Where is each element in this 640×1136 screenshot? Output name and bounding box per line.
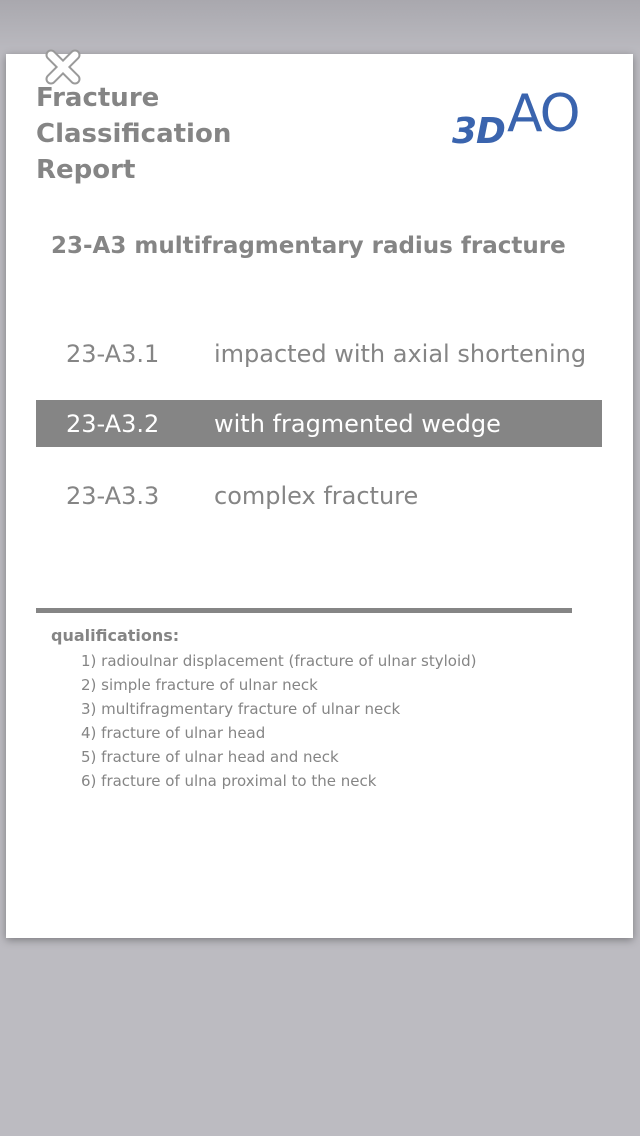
option-23-a3-1[interactable] (36, 330, 602, 377)
report-title (36, 80, 231, 188)
close-icon (41, 45, 85, 89)
qualifications-list (81, 649, 477, 793)
qualification-item: 1) radioulnar displacement (fracture of ulnar styloid) (81, 652, 477, 670)
qualification-item: 6) fracture of ulna proximal to the neck (81, 772, 377, 790)
report-card (6, 54, 633, 938)
option-code: 23-A3.2 (66, 409, 160, 438)
option-description: impacted with axial shortening (214, 339, 587, 368)
top-shade (0, 0, 640, 56)
logo-ao-text: AO (506, 84, 579, 144)
qualification-item: 4) fracture of ulnar head (81, 724, 266, 742)
report-title-line-3: Report (36, 155, 136, 185)
qualifications-title: qualifications: (51, 626, 180, 645)
option-code: 23-A3.1 (66, 339, 160, 368)
3dao-logo (452, 80, 579, 152)
section-divider (36, 608, 572, 613)
qualification-item: 3) multifragmentary fracture of ulnar neck (81, 700, 401, 718)
qualification-item: 2) simple fracture of ulnar neck (81, 676, 318, 694)
close-button[interactable] (40, 44, 86, 90)
option-description: with fragmented wedge (214, 409, 501, 438)
logo-3d-text: 3D (452, 111, 505, 152)
option-code: 23-A3.3 (66, 481, 160, 510)
option-23-a3-2[interactable] (36, 400, 602, 447)
option-23-a3-3[interactable] (36, 472, 602, 519)
qualification-item: 5) fracture of ulnar head and neck (81, 748, 339, 766)
option-description: complex fracture (214, 481, 419, 510)
fracture-group-heading: 23-A3 multifragmentary radius fracture (51, 233, 566, 259)
report-title-line-1: Fracture (36, 83, 160, 113)
report-title-line-2: Classification (36, 119, 232, 149)
